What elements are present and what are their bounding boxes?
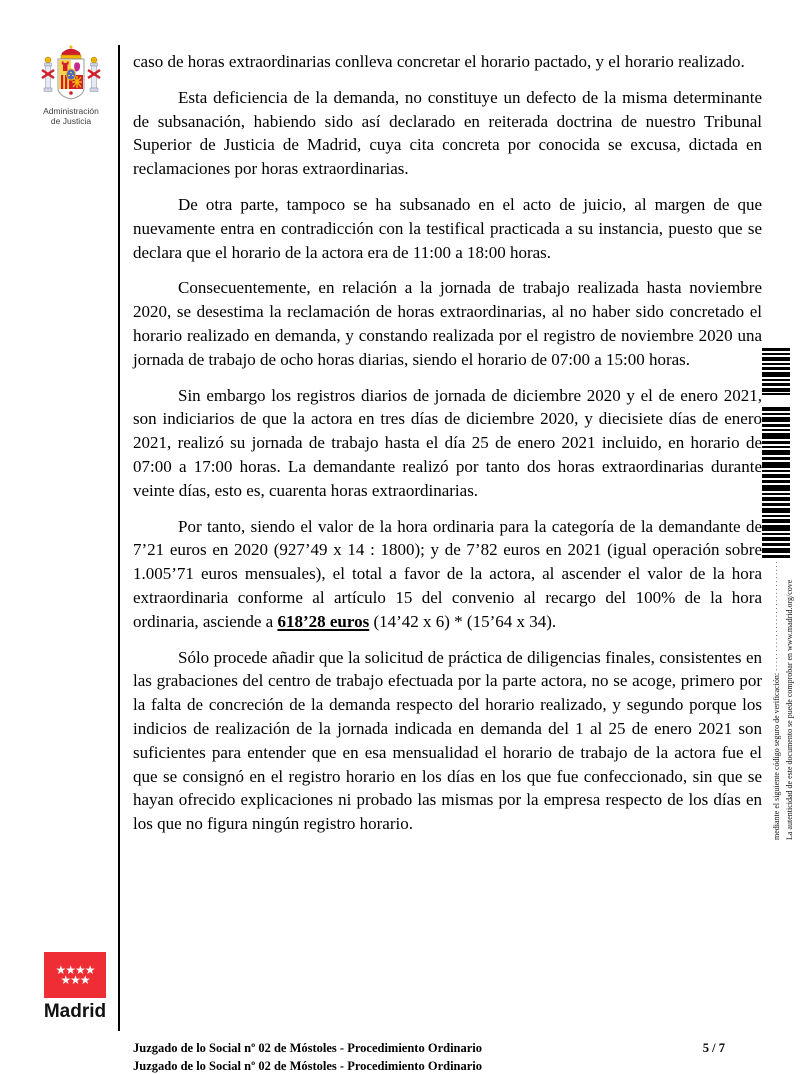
verification-text-line1: La autenticidad de este documento se puede comprobar en www.madrid.org/cove <box>785 579 794 840</box>
justice-administration-logo <box>33 44 109 126</box>
madrid-stars-row2: ★★★ <box>60 973 90 987</box>
footer-court-name: Juzgado de lo Social nº 02 de Móstoles - Procedimiento Ordinario <box>133 1041 483 1055</box>
verification-text-line2 <box>770 559 783 840</box>
crown <box>61 46 81 59</box>
escudo-caption-line2: de Justicia <box>50 116 92 126</box>
barcode-top-icon <box>762 348 790 400</box>
shield <box>58 59 84 99</box>
paragraph-6-pre: Por tanto, siendo el valor de la hora ordinaria para la categoría de la demandante de 7’21 euros en 2020 (927’49 x 14 : 1800); y de 7’82 euros en 2021 (igual operación sobre 1.005’71 euros mensuales), el total a favor de la actora, al ascender el valor de la hora extraordinaria conforme al artículo 15 del convenio al recargo del 100% de la hora ordinaria, asciende a <box>133 516 762 631</box>
paragraph-6 <box>133 515 762 634</box>
madrid-stars-row1: ★★★★ <box>55 963 95 977</box>
spain-coat-of-arms-icon <box>33 44 109 104</box>
footer-clipped-repeat <box>133 1059 725 1073</box>
paragraph-6-post: (14’42 x 6) * (15’64 x 34). <box>369 611 557 631</box>
amount-awarded: 618’28 euros <box>277 611 370 631</box>
comunidad-de-madrid-logo <box>42 952 108 1023</box>
barcode-main-icon <box>762 407 790 565</box>
escudo-caption-line1: Administración <box>43 106 99 116</box>
pillar-right <box>88 57 100 92</box>
paragraph-1: caso de horas extraordinarias conlleva concretar el horario pactado, y el horario realizado. <box>133 52 745 71</box>
footer-clipped-text: Juzgado de lo Social nº 02 de Móstoles - Procedimiento Ordinario <box>133 1059 483 1073</box>
margin-divider-line <box>118 45 120 1031</box>
paragraph-5: Sin embargo los registros diarios de jornada de diciembre 2020 y el de enero 2021, son indiciarios de que la actora en tres días de diciembre 2020, y diecisiete días de enero 2021, realizó su jornada de trabajo hasta el día 25 de enero 2021 incluido, en horario de 07:00 a 17:00 horas. La demandante realizó por tanto dos horas extraordinarias durante veinte días, esto es, cuarenta horas extraordinarias. <box>133 385 762 500</box>
verification-code-masked: ····························· <box>773 559 781 671</box>
paragraph-4: Consecuentemente, en relación a la jornada de trabajo realizada hasta noviembre 2020, se desestima la reclamación de horas extraordinarias, al no haber sido concretado el horario realizado en demanda, y constando realizada por el registro de noviembre 2020 una jornada de trabajo de ocho horas diarias, siendo el horario de 07:00 a 15:00 horas. <box>133 278 762 369</box>
judgment-body-text <box>133 50 762 848</box>
paragraph-7: Sólo procede añadir que la solicitud de práctica de diligencias finales, consistentes en las grabaciones del centro de trabajo efectuada por la parte actora, no se acoge, primero por la falta de concreción de la demanda respecto del horario realizado, y segundo porque los indicios de realización de la jornada indicada en demanda del 1 al 25 de enero 2021 son suficientes para entender que en esa mensualidad el horario de trabajo de la actora fue el que se consignó en el registro horario en los días en los que fue confeccionado, sin que se hayan ofrecido explicaciones ni probado las mismas por la empresa respecto de los días en los que no figura ningún registro horario. <box>133 647 762 834</box>
pillar-left <box>42 57 54 92</box>
page-footer <box>133 1041 725 1056</box>
verification-label: mediante el siguiente código seguro de verificación: <box>772 670 781 840</box>
madrid-flag-icon <box>44 952 106 998</box>
madrid-label: Madrid <box>43 1001 107 1022</box>
paragraph-2: Esta deficiencia de la demanda, no constituye un defecto de la misma determinante de subsanación, habiendo sido así declarado en reiterada doctrina de nuestro Tribunal Superior de Justicia de Madrid, cuya cita concreta por conocida se excusa, dictada en reclamaciones por horas extraordinarias. <box>133 87 762 179</box>
footer-page-number: 5 / 7 <box>702 1041 725 1055</box>
paragraph-3: De otra parte, tampoco se ha subsanado en el acto de juicio, al margen de que nuevamente entra en contradicción con la testifical practicada a su instancia, puesto que se declara que el horario de la actora era de 11:00 a 18:00 horas. <box>133 194 762 262</box>
